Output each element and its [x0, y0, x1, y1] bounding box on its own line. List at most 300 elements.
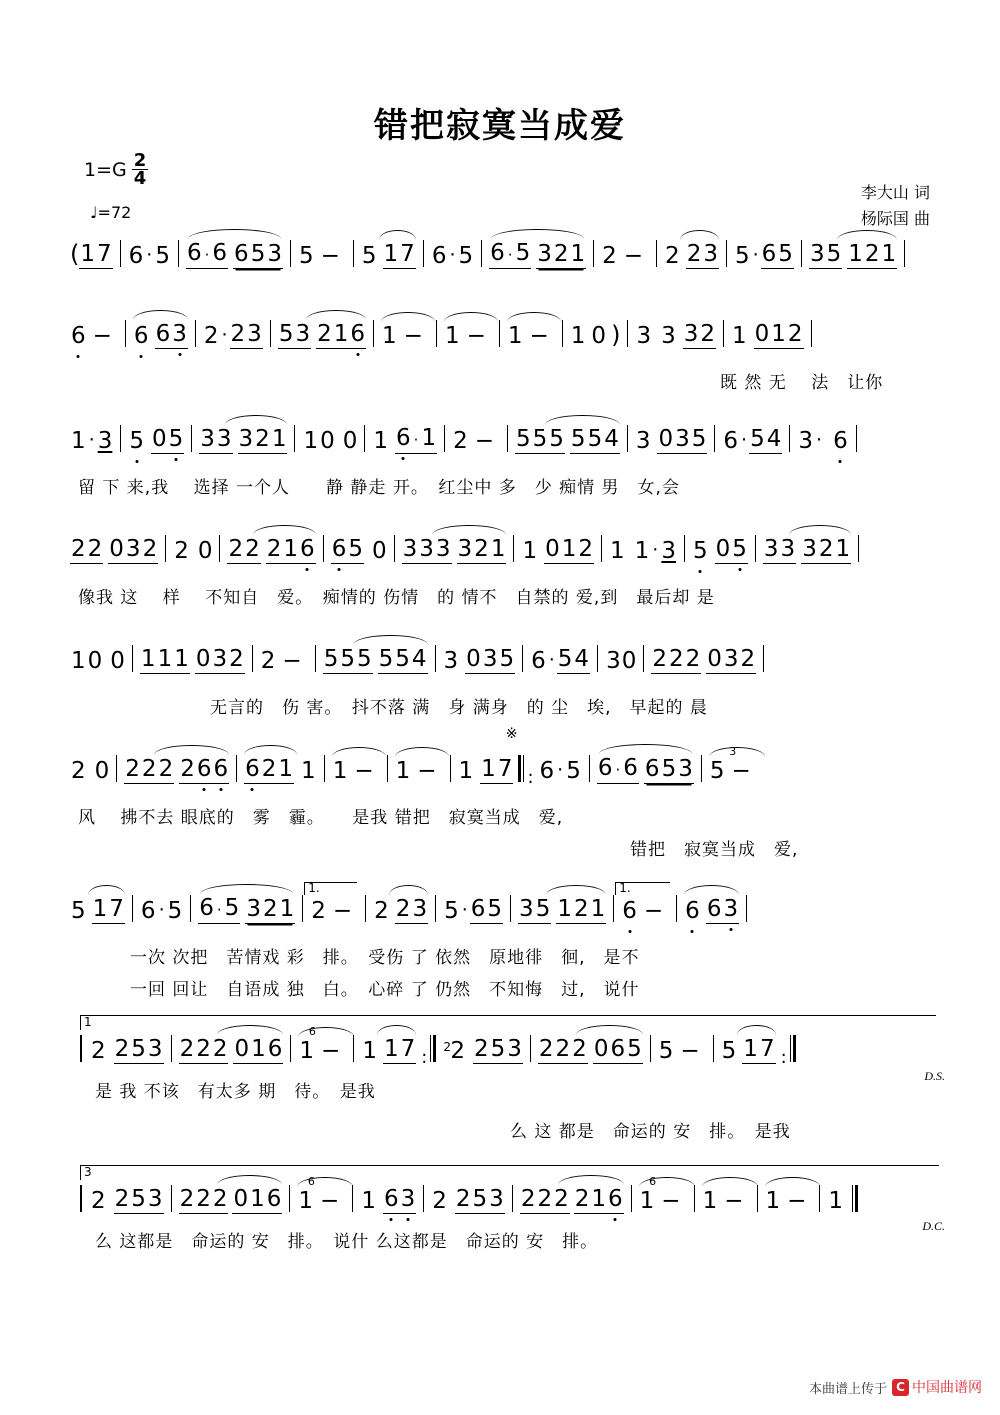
- notation-row-4: [70, 535, 940, 564]
- page-title: 错把寂寞当成爱: [374, 106, 626, 146]
- barline: [512, 1185, 513, 1212]
- measure: [809, 241, 897, 269]
- notation-row-7: [70, 881, 940, 924]
- measure: [79, 241, 112, 269]
- barline: [165, 535, 166, 562]
- key-signature: [84, 150, 148, 190]
- staff-line-2: [70, 320, 940, 393]
- measure: 6 · 54: [531, 646, 590, 674]
- barline: [365, 895, 366, 922]
- note: 3: [635, 428, 651, 454]
- note-group: 17: [383, 1036, 416, 1062]
- staff-line-7: [70, 881, 940, 1000]
- note-group: 35: [519, 896, 551, 922]
- note-group: 6 · 6: [597, 755, 639, 784]
- measure: 6 −: [71, 323, 112, 349]
- note-group: 016: [234, 1036, 283, 1062]
- notation-row-6: [70, 726, 940, 788]
- note: 5: [129, 428, 144, 454]
- note-group: 17: [481, 756, 513, 782]
- notation-row-5: [70, 645, 940, 674]
- note-group: 65: [470, 896, 503, 922]
- note-group: 23: [395, 896, 428, 922]
- note-group: 253: [455, 1186, 504, 1212]
- note: 5: [444, 898, 459, 924]
- barline: [726, 240, 727, 267]
- credits: [861, 180, 930, 233]
- measure: 2 0: [71, 758, 110, 784]
- measure: [731, 321, 804, 349]
- measure: [70, 536, 158, 564]
- note: 1: [570, 323, 586, 349]
- measure: [140, 646, 245, 674]
- lyric-line-ending2: 么 这 都是 命运的 安 排。 是我: [510, 1122, 791, 1142]
- barline: [353, 240, 354, 267]
- logo-icon: C: [892, 1379, 909, 1396]
- measure: [692, 536, 748, 564]
- note: 6: [431, 243, 447, 269]
- note-group: 222: [179, 1186, 228, 1212]
- measure: 1 −: [332, 758, 380, 784]
- barline: [789, 425, 790, 452]
- barline: [656, 240, 657, 267]
- barline: [324, 755, 325, 782]
- barline: [507, 425, 508, 452]
- note-group: 111: [140, 646, 189, 672]
- final-barline: [852, 1185, 858, 1214]
- repeat-start: :: [518, 755, 533, 782]
- measure: 1 · 3: [71, 428, 113, 454]
- note: 3: [661, 323, 676, 349]
- barline: [627, 320, 628, 347]
- measure: [361, 241, 416, 269]
- note: 2: [91, 1188, 106, 1214]
- note-group: 016: [233, 1186, 282, 1212]
- note: 0: [320, 428, 335, 454]
- barline: [613, 895, 614, 922]
- note-group: 63: [155, 321, 187, 347]
- barline: [819, 1185, 820, 1212]
- time-signature: [132, 150, 149, 190]
- barline: [132, 895, 133, 922]
- note: 6: [133, 323, 149, 349]
- barline: [171, 1035, 172, 1062]
- note: 3: [97, 428, 113, 454]
- note: 0: [87, 648, 103, 674]
- time-numerator: 2: [133, 150, 147, 171]
- measure: [128, 426, 184, 454]
- barline: [289, 1185, 290, 1212]
- note-group: 222: [125, 756, 174, 782]
- note-group: 266: [180, 756, 229, 782]
- barline: [684, 535, 685, 562]
- note-group: 222: [538, 1036, 587, 1062]
- measure: [186, 240, 283, 269]
- note-group: 121: [557, 896, 606, 922]
- measure: 1 0 ): [570, 321, 621, 349]
- barline: [178, 240, 179, 267]
- measure: 1 −: [507, 323, 555, 349]
- note: 1: [507, 323, 523, 349]
- staff-line-1: [70, 240, 940, 269]
- note-group: 63: [706, 896, 739, 922]
- measure: 3 · 6: [798, 428, 848, 454]
- note-group: 253: [473, 1036, 522, 1062]
- measure: 1 −: [381, 323, 429, 349]
- tuplet-mark: 6: [307, 1175, 315, 1188]
- measure: [635, 321, 716, 349]
- note-group: 35: [809, 241, 842, 267]
- barline: [387, 755, 388, 782]
- measure: 3 5 −: [709, 758, 757, 784]
- lyric-line-verse2: 错把 寂寞当成 爱,: [630, 840, 799, 860]
- barline: [631, 1185, 632, 1212]
- key-label: 1=G: [84, 158, 127, 181]
- measure: [90, 1186, 164, 1214]
- note-group: 32: [683, 321, 715, 347]
- note-group: 222: [520, 1186, 569, 1212]
- note-group: 17: [743, 1036, 775, 1062]
- lyric-line-ending1: 是 我 不该 有太多 期 待。 是我: [95, 1082, 376, 1102]
- note-group: 653: [234, 241, 282, 267]
- ending-bracket-row9: [80, 1165, 939, 1180]
- measure: [597, 755, 694, 784]
- barline: [394, 535, 395, 562]
- note: 1: [828, 1188, 844, 1214]
- note: 2: [91, 1038, 106, 1064]
- note-group: 653: [644, 756, 693, 782]
- measure: [179, 1186, 283, 1214]
- barline: [714, 425, 715, 452]
- note-group: 321: [457, 536, 506, 562]
- note-group: 53: [278, 321, 311, 347]
- note: 1: [71, 648, 86, 674]
- barline: [643, 645, 644, 672]
- note-group: 333: [402, 536, 451, 562]
- notation-row-3: [70, 425, 940, 454]
- dc-mark: D.C.: [922, 1219, 945, 1233]
- measure: [431, 1186, 505, 1214]
- note: 2: [602, 243, 617, 269]
- tuplet-mark: 3: [729, 745, 737, 758]
- note-group: 54: [557, 646, 590, 672]
- volta-bracket-1b: 1.: [615, 882, 670, 895]
- barline: [116, 755, 117, 782]
- barline: [373, 320, 374, 347]
- barline: [190, 895, 191, 922]
- measure: [827, 1188, 844, 1214]
- site-name: 中国曲谱网: [912, 1380, 982, 1396]
- note: 6: [685, 898, 700, 924]
- barline: [171, 1185, 172, 1212]
- barline: [423, 1185, 424, 1212]
- measure: [70, 896, 125, 924]
- barline: [713, 1035, 714, 1062]
- note: 5: [658, 1038, 674, 1064]
- note-group: 222: [652, 646, 701, 672]
- note: 1: [303, 428, 319, 454]
- repeat-end: :: [781, 1035, 796, 1062]
- note-group: 17: [92, 896, 124, 922]
- measure: [198, 895, 295, 924]
- barline: [290, 1035, 291, 1062]
- note: 1: [634, 538, 650, 564]
- notation-row-1: [70, 240, 940, 269]
- staff-line-6: [70, 726, 940, 860]
- barline: [290, 240, 291, 267]
- note: 2: [174, 538, 189, 564]
- note: 1: [444, 323, 460, 349]
- measure: 5 −: [298, 243, 340, 269]
- measure: 6 · 54: [723, 426, 782, 454]
- barline: [723, 320, 724, 347]
- note-group: 012: [545, 536, 594, 562]
- barline: [650, 1035, 651, 1062]
- note-group: 05: [151, 426, 184, 452]
- measure: 1 0 0: [71, 648, 125, 674]
- note: 3: [636, 323, 652, 349]
- note-group: 032: [707, 646, 756, 672]
- measure: [458, 726, 518, 784]
- barline: [352, 1185, 353, 1212]
- note-group: 216: [317, 321, 366, 347]
- note-group: 621: [245, 756, 294, 782]
- measure: 6 · 5: [431, 243, 474, 269]
- barline: [270, 320, 271, 347]
- barline: [125, 320, 126, 347]
- note: 1: [362, 1038, 377, 1064]
- note-group: 065: [593, 1036, 642, 1062]
- note-group: 6 · 5: [489, 240, 531, 269]
- note-group: 321: [802, 536, 851, 562]
- measure: [521, 536, 594, 564]
- note-group: 321: [537, 241, 586, 267]
- ending-number-1: 1: [84, 1015, 92, 1029]
- footer-text: 本曲谱上传于: [808, 1381, 887, 1397]
- measure: [449, 1036, 523, 1064]
- note-group: 253: [114, 1036, 163, 1062]
- tuplet-mark: 6: [649, 1175, 657, 1188]
- barline: [757, 1185, 758, 1212]
- barline: [191, 425, 192, 452]
- measure: 6 · 5: [128, 243, 170, 269]
- measure: 2 · 23: [203, 321, 262, 349]
- measure: [651, 646, 756, 674]
- note-group: 33: [763, 536, 796, 562]
- barline: [450, 755, 451, 782]
- note-group: 121: [848, 241, 897, 267]
- note: 1: [765, 1188, 781, 1214]
- ending-number-3: 3: [84, 1165, 92, 1179]
- barline: [481, 240, 482, 267]
- measure: 1. 2 −: [310, 898, 358, 924]
- note: 6: [723, 428, 739, 454]
- ds-mark: D.S.: [924, 1069, 945, 1083]
- note-group: 6 · 5: [198, 895, 240, 924]
- note: 1: [639, 1188, 655, 1214]
- tempo-marking: ♩=72: [90, 203, 132, 222]
- note: 3: [443, 648, 459, 674]
- note-group: 321: [238, 426, 287, 452]
- note: 5: [709, 758, 725, 784]
- note: 5: [298, 243, 314, 269]
- note: 1: [522, 538, 538, 564]
- note: 2: [665, 243, 680, 269]
- barline: [323, 535, 324, 562]
- note: 5: [155, 243, 170, 269]
- measure: 1 −: [395, 758, 443, 784]
- barline: [195, 320, 196, 347]
- barline: [597, 645, 598, 672]
- note-group: 554: [570, 426, 619, 452]
- lyric-line: 留 下 来,我 选择 一个人 静 静走 开。 红尘中 多 少 痴情 男 女,会: [78, 478, 680, 498]
- barline: [589, 755, 590, 782]
- barline: [435, 645, 436, 672]
- barline: [746, 895, 747, 922]
- note: 1: [382, 323, 397, 349]
- note: 3: [661, 538, 676, 564]
- note: 1: [361, 1188, 376, 1214]
- measure: [278, 321, 366, 349]
- staff-line-9: [70, 1165, 945, 1252]
- note-group: 321: [246, 896, 295, 922]
- note: 2: [450, 1038, 465, 1064]
- barline: [676, 895, 677, 922]
- barline: [627, 425, 628, 452]
- note-group: 17: [80, 241, 112, 267]
- site-logo: [892, 1377, 982, 1397]
- barline: [120, 425, 121, 452]
- measure: 65 0: [331, 536, 387, 564]
- note: 5: [734, 243, 750, 269]
- measure: 1. 6 −: [621, 898, 669, 924]
- measure: [489, 240, 586, 269]
- measure: [244, 756, 317, 784]
- barline: [219, 535, 220, 562]
- barline: [811, 320, 812, 347]
- measure: 2 −: [602, 243, 644, 269]
- notation-row-2: [70, 320, 940, 349]
- measure: 2 −: [453, 428, 494, 454]
- barline: [236, 755, 237, 782]
- note: 6: [622, 898, 637, 924]
- barline: [132, 645, 133, 672]
- staff-line-3: [70, 425, 940, 498]
- note-group: 554: [378, 646, 427, 672]
- note: 1: [732, 323, 747, 349]
- note-group: 555: [516, 426, 564, 452]
- measure: [664, 241, 719, 269]
- note-group: 17: [383, 241, 415, 267]
- note: 6: [71, 323, 86, 349]
- barline: [856, 425, 857, 452]
- barline: [80, 1185, 82, 1212]
- note: 2: [374, 898, 389, 924]
- measure: [763, 536, 851, 564]
- barline: [763, 645, 764, 672]
- barline: [315, 645, 316, 672]
- note: 1: [71, 428, 86, 454]
- note: 1: [395, 758, 411, 784]
- barline: [436, 320, 437, 347]
- note-group: 222: [179, 1036, 228, 1062]
- measure: [402, 536, 507, 564]
- measure: 2 −: [260, 648, 302, 674]
- note-group: 63: [383, 1186, 416, 1212]
- lyric-line: 无言的 伤 害。 抖不落 满 身 满身 的 尘 埃, 早起的 晨: [210, 698, 708, 718]
- measure: 1 −: [765, 1188, 813, 1214]
- note: 5: [361, 243, 377, 269]
- measure: 1 −: [702, 1188, 750, 1214]
- barline: [302, 895, 303, 922]
- note-group: 22: [228, 536, 260, 562]
- note-group: 23: [230, 321, 262, 347]
- note: 5: [167, 898, 183, 924]
- barline: [801, 240, 802, 267]
- staff-line-5: [70, 645, 940, 718]
- barline: [904, 240, 905, 267]
- barline: [694, 1185, 695, 1212]
- note: 1: [610, 538, 625, 564]
- footer-credit: [809, 1377, 982, 1397]
- measure: [323, 646, 428, 674]
- measure: 5 · 65: [444, 896, 503, 924]
- barline: [601, 535, 602, 562]
- note: 3: [606, 648, 621, 674]
- repeat-end: :: [421, 1035, 436, 1062]
- measure: 3 0: [606, 648, 637, 674]
- note-group: 54: [750, 426, 782, 452]
- barline: [364, 425, 365, 452]
- note: 2: [311, 898, 326, 924]
- measure: [227, 536, 315, 564]
- note-group: 6 · 6: [186, 240, 228, 269]
- note: 6: [833, 428, 848, 454]
- note: 6: [128, 243, 144, 269]
- measure: [360, 1186, 416, 1214]
- note-group: 032: [109, 536, 158, 562]
- note: 6: [140, 898, 156, 924]
- note: 1: [332, 758, 348, 784]
- measure: [538, 1036, 643, 1064]
- note: 5: [721, 1038, 737, 1064]
- measure: [372, 425, 437, 454]
- note: 1: [301, 758, 316, 784]
- segno-mark: ※: [505, 726, 518, 742]
- note: 2: [203, 323, 219, 349]
- note-group: 253: [114, 1186, 163, 1212]
- barline: [120, 240, 121, 267]
- barline: [499, 320, 500, 347]
- measure: [635, 426, 708, 454]
- barline: [701, 755, 702, 782]
- note-group: 22: [71, 536, 103, 562]
- note: 2: [260, 648, 276, 674]
- measure: 6 1 −: [639, 1188, 687, 1214]
- note-group: 216: [574, 1186, 623, 1212]
- measure: [515, 426, 620, 454]
- measure: [520, 1186, 624, 1214]
- lyric-line: 像我 这 样 不知自 爱。 痴情的 伤情 的 情不 自禁的 爱,到 最后却 是: [78, 588, 715, 608]
- barline: [435, 895, 436, 922]
- note: 1: [373, 428, 389, 454]
- barline: [755, 535, 756, 562]
- note-group: 032: [195, 646, 244, 672]
- time-denominator: 4: [133, 168, 147, 190]
- note-group: 555: [323, 646, 372, 672]
- barline: [252, 645, 253, 672]
- barline: [858, 535, 859, 562]
